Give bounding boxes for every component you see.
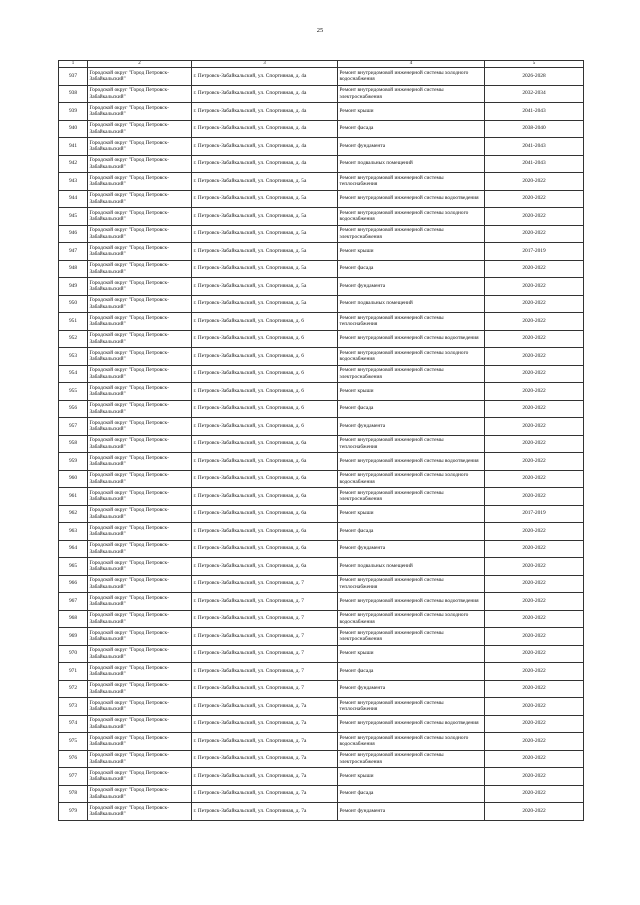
municipality-cell: Городской округ "Город Петровск-Забайкальский" bbox=[88, 400, 192, 418]
period-cell: 2020-2022 bbox=[485, 523, 584, 541]
period-cell: 2020-2022 bbox=[485, 330, 584, 348]
address-cell: г. Петровск-Забайкальский, ул. Спортивная, д. 6а bbox=[192, 435, 338, 453]
period-cell: 2020-2022 bbox=[485, 383, 584, 401]
work-type-cell: Ремонт внутридомовой инженерной системы электроснабжения bbox=[338, 225, 485, 243]
period-cell: 2020-2022 bbox=[485, 540, 584, 558]
address-cell: г. Петровск-Забайкальский, ул. Спортивная, д. 5а bbox=[192, 278, 338, 296]
work-type-cell: Ремонт крыши bbox=[338, 103, 485, 121]
table-row bbox=[59, 733, 584, 751]
municipality-cell: Городской округ "Город Петровск-Забайкальский" bbox=[88, 505, 192, 523]
table-row bbox=[59, 558, 584, 576]
work-type-cell: Ремонт внутридомовой инженерной системы холодного водоснабжения bbox=[338, 470, 485, 488]
address-cell: г. Петровск-Забайкальский, ул. Спортивная, д. 6а bbox=[192, 523, 338, 541]
header-col-4: 4 bbox=[338, 61, 485, 68]
address-cell: г. Петровск-Забайкальский, ул. Спортивная, д. 7а bbox=[192, 750, 338, 768]
period-cell: 2041-2043 bbox=[485, 103, 584, 121]
address-cell: г. Петровск-Забайкальский, ул. Спортивная, д. 4а bbox=[192, 155, 338, 173]
table-row bbox=[59, 348, 584, 366]
municipality-cell: Городской округ "Город Петровск-Забайкальский" bbox=[88, 575, 192, 593]
work-type-cell: Ремонт крыши bbox=[338, 505, 485, 523]
municipality-cell: Городской округ "Город Петровск-Забайкальский" bbox=[88, 540, 192, 558]
period-cell: 2020-2022 bbox=[485, 418, 584, 436]
row-number-cell: 955 bbox=[59, 383, 88, 401]
row-number-cell: 942 bbox=[59, 155, 88, 173]
municipality-cell: Городской округ "Город Петровск-Забайкальский" bbox=[88, 155, 192, 173]
work-type-cell: Ремонт фасада bbox=[338, 523, 485, 541]
period-cell: 2020-2022 bbox=[485, 400, 584, 418]
period-cell: 2020-2022 bbox=[485, 365, 584, 383]
period-cell: 2020-2022 bbox=[485, 260, 584, 278]
municipality-cell: Городской округ "Город Петровск-Забайкальский" bbox=[88, 750, 192, 768]
period-cell: 2017-2019 bbox=[485, 243, 584, 261]
row-number-cell: 946 bbox=[59, 225, 88, 243]
row-number-cell: 971 bbox=[59, 663, 88, 681]
municipality-cell: Городской округ "Город Петровск-Забайкальский" bbox=[88, 488, 192, 506]
row-number-cell: 950 bbox=[59, 295, 88, 313]
row-number-cell: 979 bbox=[59, 803, 88, 821]
address-cell: г. Петровск-Забайкальский, ул. Спортивная, д. 4а bbox=[192, 85, 338, 103]
period-cell: 2020-2022 bbox=[485, 225, 584, 243]
municipality-cell: Городской округ "Город Петровск-Забайкальский" bbox=[88, 208, 192, 226]
work-type-cell: Ремонт внутридомовой инженерной системы водоотведения bbox=[338, 593, 485, 611]
municipality-cell: Городской округ "Город Петровск-Забайкальский" bbox=[88, 138, 192, 156]
row-number-cell: 961 bbox=[59, 488, 88, 506]
work-type-cell: Ремонт внутридомовой инженерной системы холодного водоснабжения bbox=[338, 348, 485, 366]
municipality-cell: Городской округ "Город Петровск-Забайкальский" bbox=[88, 733, 192, 751]
period-cell: 2038-2040 bbox=[485, 120, 584, 138]
row-number-cell: 959 bbox=[59, 453, 88, 471]
address-cell: г. Петровск-Забайкальский, ул. Спортивная, д. 6а bbox=[192, 470, 338, 488]
table-row bbox=[59, 173, 584, 191]
work-type-cell: Ремонт фасада bbox=[338, 260, 485, 278]
address-cell: г. Петровск-Забайкальский, ул. Спортивная, д. 7а bbox=[192, 785, 338, 803]
address-cell: г. Петровск-Забайкальский, ул. Спортивная, д. 4а bbox=[192, 103, 338, 121]
address-cell: г. Петровск-Забайкальский, ул. Спортивная, д. 6а bbox=[192, 558, 338, 576]
address-cell: г. Петровск-Забайкальский, ул. Спортивная, д. 6 bbox=[192, 365, 338, 383]
table-row bbox=[59, 488, 584, 506]
table-row bbox=[59, 680, 584, 698]
municipality-cell: Городской округ "Город Петровск-Забайкальский" bbox=[88, 313, 192, 331]
address-cell: г. Петровск-Забайкальский, ул. Спортивная, д. 5а bbox=[192, 243, 338, 261]
table-row bbox=[59, 575, 584, 593]
work-type-cell: Ремонт фасада bbox=[338, 400, 485, 418]
work-type-cell: Ремонт внутридомовой инженерной системы водоотведения bbox=[338, 715, 485, 733]
period-cell: 2020-2022 bbox=[485, 190, 584, 208]
municipality-cell: Городской округ "Город Петровск-Забайкальский" bbox=[88, 120, 192, 138]
row-number-cell: 977 bbox=[59, 768, 88, 786]
table-row bbox=[59, 803, 584, 821]
period-cell: 2020-2022 bbox=[485, 663, 584, 681]
table-row bbox=[59, 260, 584, 278]
municipality-cell: Городской округ "Город Петровск-Забайкальский" bbox=[88, 243, 192, 261]
table-row bbox=[59, 138, 584, 156]
address-cell: г. Петровск-Забайкальский, ул. Спортивная, д. 6 bbox=[192, 383, 338, 401]
table-row bbox=[59, 645, 584, 663]
table-row bbox=[59, 68, 584, 86]
period-cell: 2026-2028 bbox=[485, 68, 584, 86]
period-cell: 2041-2043 bbox=[485, 155, 584, 173]
address-cell: г. Петровск-Забайкальский, ул. Спортивная, д. 7 bbox=[192, 680, 338, 698]
table-header bbox=[59, 61, 584, 68]
row-number-cell: 975 bbox=[59, 733, 88, 751]
work-type-cell: Ремонт внутридомовой инженерной системы электроснабжения bbox=[338, 628, 485, 646]
municipality-cell: Городской округ "Город Петровск-Забайкальский" bbox=[88, 610, 192, 628]
municipality-cell: Городской округ "Город Петровск-Забайкальский" bbox=[88, 453, 192, 471]
municipality-cell: Городской округ "Город Петровск-Забайкальский" bbox=[88, 663, 192, 681]
work-type-cell: Ремонт внутридомовой инженерной системы водоотведения bbox=[338, 330, 485, 348]
row-number-cell: 949 bbox=[59, 278, 88, 296]
row-number-cell: 958 bbox=[59, 435, 88, 453]
table-row bbox=[59, 540, 584, 558]
row-number-cell: 968 bbox=[59, 610, 88, 628]
table-row bbox=[59, 628, 584, 646]
municipality-cell: Городской округ "Город Петровск-Забайкальский" bbox=[88, 278, 192, 296]
period-cell: 2017-2019 bbox=[485, 505, 584, 523]
address-cell: г. Петровск-Забайкальский, ул. Спортивная, д. 5а bbox=[192, 190, 338, 208]
row-number-cell: 944 bbox=[59, 190, 88, 208]
row-number-cell: 967 bbox=[59, 593, 88, 611]
row-number-cell: 972 bbox=[59, 680, 88, 698]
municipality-cell: Городской округ "Город Петровск-Забайкальский" bbox=[88, 803, 192, 821]
period-cell: 2020-2022 bbox=[485, 470, 584, 488]
municipality-cell: Городской округ "Город Петровск-Забайкальский" bbox=[88, 365, 192, 383]
work-type-cell: Ремонт внутридомовой инженерной системы холодного водоснабжения bbox=[338, 733, 485, 751]
period-cell: 2020-2022 bbox=[485, 313, 584, 331]
table-row bbox=[59, 208, 584, 226]
municipality-cell: Городской округ "Город Петровск-Забайкальский" bbox=[88, 680, 192, 698]
table-row bbox=[59, 610, 584, 628]
municipality-cell: Городской округ "Город Петровск-Забайкальский" bbox=[88, 260, 192, 278]
municipality-cell: Городской округ "Город Петровск-Забайкальский" bbox=[88, 190, 192, 208]
row-number-cell: 969 bbox=[59, 628, 88, 646]
table-row bbox=[59, 523, 584, 541]
row-number-cell: 970 bbox=[59, 645, 88, 663]
municipality-cell: Городской округ "Город Петровск-Забайкальский" bbox=[88, 470, 192, 488]
municipality-cell: Городской округ "Город Петровск-Забайкальский" bbox=[88, 173, 192, 191]
period-cell: 2020-2022 bbox=[485, 768, 584, 786]
period-cell: 2020-2022 bbox=[485, 628, 584, 646]
period-cell: 2020-2022 bbox=[485, 295, 584, 313]
address-cell: г. Петровск-Забайкальский, ул. Спортивная, д. 5а bbox=[192, 260, 338, 278]
address-cell: г. Петровск-Забайкальский, ул. Спортивная, д. 6а bbox=[192, 505, 338, 523]
address-cell: г. Петровск-Забайкальский, ул. Спортивная, д. 7а bbox=[192, 698, 338, 716]
header-col-1: 1 bbox=[59, 61, 88, 68]
work-type-cell: Ремонт внутридомовой инженерной системы холодного водоснабжения bbox=[338, 208, 485, 226]
table-row bbox=[59, 155, 584, 173]
address-cell: г. Петровск-Забайкальский, ул. Спортивная, д. 6 bbox=[192, 418, 338, 436]
municipality-cell: Городской округ "Город Петровск-Забайкальский" bbox=[88, 715, 192, 733]
row-number-cell: 939 bbox=[59, 103, 88, 121]
row-number-cell: 978 bbox=[59, 785, 88, 803]
table-row bbox=[59, 103, 584, 121]
row-number-cell: 974 bbox=[59, 715, 88, 733]
period-cell: 2020-2022 bbox=[485, 208, 584, 226]
period-cell: 2020-2022 bbox=[485, 278, 584, 296]
municipality-cell: Городской округ "Город Петровск-Забайкальский" bbox=[88, 85, 192, 103]
address-cell: г. Петровск-Забайкальский, ул. Спортивная, д. 6а bbox=[192, 488, 338, 506]
address-cell: г. Петровск-Забайкальский, ул. Спортивная, д. 7а bbox=[192, 715, 338, 733]
row-number-cell: 948 bbox=[59, 260, 88, 278]
table-row bbox=[59, 435, 584, 453]
header-col-2: 2 bbox=[88, 61, 192, 68]
address-cell: г. Петровск-Забайкальский, ул. Спортивная, д. 7 bbox=[192, 610, 338, 628]
table-row bbox=[59, 715, 584, 733]
work-type-cell: Ремонт внутридомовой инженерной системы холодного водоснабжения bbox=[338, 610, 485, 628]
address-cell: г. Петровск-Забайкальский, ул. Спортивная, д. 4а bbox=[192, 138, 338, 156]
period-cell: 2032-2034 bbox=[485, 85, 584, 103]
address-cell: г. Петровск-Забайкальский, ул. Спортивная, д. 7 bbox=[192, 593, 338, 611]
period-cell: 2020-2022 bbox=[485, 680, 584, 698]
municipality-cell: Городской округ "Город Петровск-Забайкальский" bbox=[88, 330, 192, 348]
period-cell: 2020-2022 bbox=[485, 593, 584, 611]
period-cell: 2041-2043 bbox=[485, 138, 584, 156]
table-row bbox=[59, 313, 584, 331]
table-row bbox=[59, 278, 584, 296]
period-cell: 2020-2022 bbox=[485, 715, 584, 733]
work-type-cell: Ремонт внутридомовой инженерной системы электроснабжения bbox=[338, 750, 485, 768]
municipality-cell: Городской округ "Город Петровск-Забайкальский" bbox=[88, 698, 192, 716]
work-type-cell: Ремонт внутридомовой инженерной системы теплоснабжения bbox=[338, 435, 485, 453]
period-cell: 2020-2022 bbox=[485, 558, 584, 576]
period-cell: 2020-2022 bbox=[485, 435, 584, 453]
municipality-cell: Городской округ "Город Петровск-Забайкальский" bbox=[88, 418, 192, 436]
work-type-cell: Ремонт внутридомовой инженерной системы водоотведения bbox=[338, 190, 485, 208]
work-type-cell: Ремонт подвальных помещений bbox=[338, 155, 485, 173]
table-row bbox=[59, 663, 584, 681]
work-type-cell: Ремонт внутридомовой инженерной системы холодного водоснабжения bbox=[338, 68, 485, 86]
registry-table bbox=[58, 60, 584, 821]
row-number-cell: 966 bbox=[59, 575, 88, 593]
work-type-cell: Ремонт фасада bbox=[338, 663, 485, 681]
period-cell: 2020-2022 bbox=[485, 785, 584, 803]
work-type-cell: Ремонт фундамента bbox=[338, 680, 485, 698]
municipality-cell: Городской округ "Город Петровск-Забайкальский" bbox=[88, 768, 192, 786]
row-number-cell: 973 bbox=[59, 698, 88, 716]
municipality-cell: Городской округ "Город Петровск-Забайкальский" bbox=[88, 68, 192, 86]
work-type-cell: Ремонт подвальных помещений bbox=[338, 295, 485, 313]
row-number-cell: 941 bbox=[59, 138, 88, 156]
row-number-cell: 951 bbox=[59, 313, 88, 331]
work-type-cell: Ремонт подвальных помещений bbox=[338, 558, 485, 576]
row-number-cell: 962 bbox=[59, 505, 88, 523]
period-cell: 2020-2022 bbox=[485, 348, 584, 366]
work-type-cell: Ремонт внутридомовой инженерной системы теплоснабжения bbox=[338, 173, 485, 191]
municipality-cell: Городской округ "Город Петровск-Забайкальский" bbox=[88, 593, 192, 611]
work-type-cell: Ремонт фундамента bbox=[338, 418, 485, 436]
work-type-cell: Ремонт крыши bbox=[338, 383, 485, 401]
municipality-cell: Городской округ "Город Петровск-Забайкальский" bbox=[88, 785, 192, 803]
address-cell: г. Петровск-Забайкальский, ул. Спортивная, д. 6 bbox=[192, 330, 338, 348]
period-cell: 2020-2022 bbox=[485, 645, 584, 663]
work-type-cell: Ремонт фундамента bbox=[338, 803, 485, 821]
row-number-cell: 947 bbox=[59, 243, 88, 261]
table-row bbox=[59, 243, 584, 261]
municipality-cell: Городской округ "Город Петровск-Забайкальский" bbox=[88, 523, 192, 541]
address-cell: г. Петровск-Забайкальский, ул. Спортивная, д. 7а bbox=[192, 768, 338, 786]
address-cell: г. Петровск-Забайкальский, ул. Спортивная, д. 4а bbox=[192, 120, 338, 138]
municipality-cell: Городской округ "Город Петровск-Забайкальский" bbox=[88, 225, 192, 243]
address-cell: г. Петровск-Забайкальский, ул. Спортивная, д. 6а bbox=[192, 540, 338, 558]
row-number-cell: 943 bbox=[59, 173, 88, 191]
period-cell: 2020-2022 bbox=[485, 610, 584, 628]
work-type-cell: Ремонт фундамента bbox=[338, 138, 485, 156]
address-cell: г. Петровск-Забайкальский, ул. Спортивная, д. 5а bbox=[192, 173, 338, 191]
table-row bbox=[59, 698, 584, 716]
address-cell: г. Петровск-Забайкальский, ул. Спортивная, д. 7 bbox=[192, 645, 338, 663]
table-row bbox=[59, 365, 584, 383]
table-row bbox=[59, 120, 584, 138]
address-cell: г. Петровск-Забайкальский, ул. Спортивная, д. 6 bbox=[192, 348, 338, 366]
municipality-cell: Городской округ "Город Петровск-Забайкальский" bbox=[88, 435, 192, 453]
municipality-cell: Городской округ "Город Петровск-Забайкальский" bbox=[88, 295, 192, 313]
row-number-cell: 963 bbox=[59, 523, 88, 541]
period-cell: 2020-2022 bbox=[485, 750, 584, 768]
work-type-cell: Ремонт внутридомовой инженерной системы электроснабжения bbox=[338, 365, 485, 383]
work-type-cell: Ремонт фасада bbox=[338, 785, 485, 803]
period-cell: 2020-2022 bbox=[485, 453, 584, 471]
header-col-5: 5 bbox=[485, 61, 584, 68]
table-row bbox=[59, 225, 584, 243]
period-cell: 2020-2022 bbox=[485, 733, 584, 751]
address-cell: г. Петровск-Забайкальский, ул. Спортивная, д. 7а bbox=[192, 803, 338, 821]
address-cell: г. Петровск-Забайкальский, ул. Спортивная, д. 7 bbox=[192, 628, 338, 646]
period-cell: 2020-2022 bbox=[485, 173, 584, 191]
row-number-cell: 965 bbox=[59, 558, 88, 576]
table-row bbox=[59, 593, 584, 611]
period-cell: 2020-2022 bbox=[485, 488, 584, 506]
header-row bbox=[59, 61, 584, 68]
row-number-cell: 964 bbox=[59, 540, 88, 558]
row-number-cell: 960 bbox=[59, 470, 88, 488]
work-type-cell: Ремонт внутридомовой инженерной системы водоотведения bbox=[338, 453, 485, 471]
table-row bbox=[59, 190, 584, 208]
address-cell: г. Петровск-Забайкальский, ул. Спортивная, д. 4а bbox=[192, 68, 338, 86]
address-cell: г. Петровск-Забайкальский, ул. Спортивная, д. 5а bbox=[192, 208, 338, 226]
row-number-cell: 937 bbox=[59, 68, 88, 86]
work-type-cell: Ремонт внутридомовой инженерной системы электроснабжения bbox=[338, 85, 485, 103]
page-number: 25 bbox=[316, 27, 324, 34]
period-cell: 2020-2022 bbox=[485, 803, 584, 821]
address-cell: г. Петровск-Забайкальский, ул. Спортивная, д. 5а bbox=[192, 225, 338, 243]
table-row bbox=[59, 383, 584, 401]
table-row bbox=[59, 785, 584, 803]
address-cell: г. Петровск-Забайкальский, ул. Спортивная, д. 6 bbox=[192, 313, 338, 331]
table-row bbox=[59, 330, 584, 348]
municipality-cell: Городской округ "Город Петровск-Забайкальский" bbox=[88, 558, 192, 576]
table-row bbox=[59, 418, 584, 436]
work-type-cell: Ремонт крыши bbox=[338, 243, 485, 261]
row-number-cell: 957 bbox=[59, 418, 88, 436]
work-type-cell: Ремонт фасада bbox=[338, 120, 485, 138]
row-number-cell: 953 bbox=[59, 348, 88, 366]
address-cell: г. Петровск-Забайкальский, ул. Спортивная, д. 7 bbox=[192, 575, 338, 593]
municipality-cell: Городской округ "Город Петровск-Забайкальский" bbox=[88, 348, 192, 366]
table-row bbox=[59, 295, 584, 313]
work-type-cell: Ремонт внутридомовой инженерной системы теплоснабжения bbox=[338, 698, 485, 716]
row-number-cell: 976 bbox=[59, 750, 88, 768]
table-row bbox=[59, 505, 584, 523]
period-cell: 2020-2022 bbox=[485, 575, 584, 593]
table-row bbox=[59, 470, 584, 488]
table-row bbox=[59, 453, 584, 471]
work-type-cell: Ремонт внутридомовой инженерной системы электроснабжения bbox=[338, 488, 485, 506]
address-cell: г. Петровск-Забайкальский, ул. Спортивная, д. 5а bbox=[192, 295, 338, 313]
row-number-cell: 952 bbox=[59, 330, 88, 348]
work-type-cell: Ремонт внутридомовой инженерной системы теплоснабжения bbox=[338, 575, 485, 593]
row-number-cell: 956 bbox=[59, 400, 88, 418]
table-body bbox=[59, 68, 584, 821]
work-type-cell: Ремонт крыши bbox=[338, 768, 485, 786]
table-row bbox=[59, 400, 584, 418]
row-number-cell: 945 bbox=[59, 208, 88, 226]
address-cell: г. Петровск-Забайкальский, ул. Спортивная, д. 6 bbox=[192, 400, 338, 418]
work-type-cell: Ремонт внутридомовой инженерной системы теплоснабжения bbox=[338, 313, 485, 331]
period-cell: 2020-2022 bbox=[485, 698, 584, 716]
municipality-cell: Городской округ "Город Петровск-Забайкальский" bbox=[88, 628, 192, 646]
table-row bbox=[59, 85, 584, 103]
municipality-cell: Городской округ "Город Петровск-Забайкальский" bbox=[88, 645, 192, 663]
work-type-cell: Ремонт фундамента bbox=[338, 278, 485, 296]
municipality-cell: Городской округ "Город Петровск-Забайкальский" bbox=[88, 103, 192, 121]
work-type-cell: Ремонт крыши bbox=[338, 645, 485, 663]
municipality-cell: Городской округ "Город Петровск-Забайкальский" bbox=[88, 383, 192, 401]
address-cell: г. Петровск-Забайкальский, ул. Спортивная, д. 6а bbox=[192, 453, 338, 471]
work-type-cell: Ремонт фундамента bbox=[338, 540, 485, 558]
row-number-cell: 938 bbox=[59, 85, 88, 103]
table-row bbox=[59, 750, 584, 768]
header-col-3: 3 bbox=[192, 61, 338, 68]
address-cell: г. Петровск-Забайкальский, ул. Спортивная, д. 7 bbox=[192, 663, 338, 681]
row-number-cell: 940 bbox=[59, 120, 88, 138]
table-row bbox=[59, 768, 584, 786]
address-cell: г. Петровск-Забайкальский, ул. Спортивная, д. 7а bbox=[192, 733, 338, 751]
row-number-cell: 954 bbox=[59, 365, 88, 383]
